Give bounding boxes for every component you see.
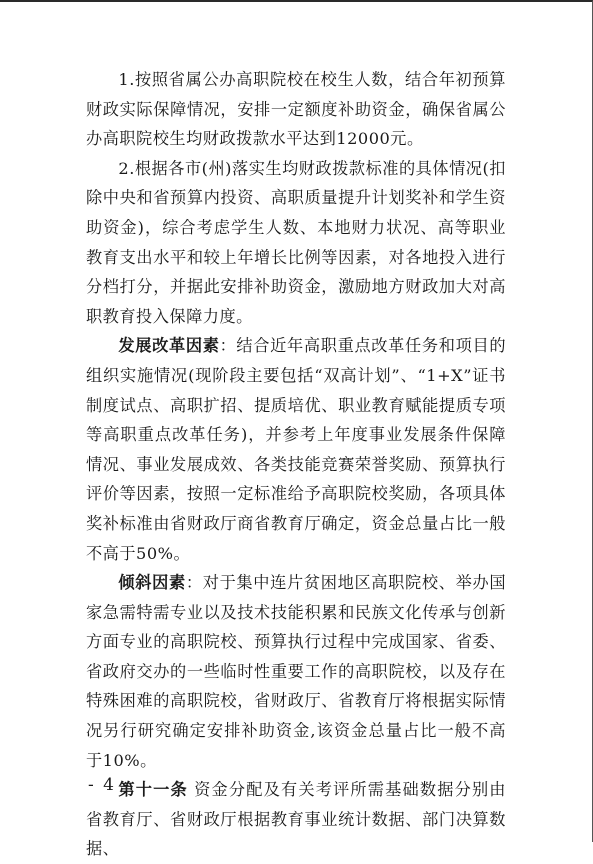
tilt-factor-heading: 倾斜因素 — [118, 573, 186, 593]
paragraph-2 — [86, 154, 506, 332]
document-body — [86, 65, 506, 864]
reform-factor-heading: 发展改革因素 — [118, 336, 220, 356]
paragraph-reform-factor — [86, 331, 506, 568]
paragraph-2-text: 2.根据各市(州)落实生均财政拨款标准的具体情况(扣除中央和省预算内投资、高职质量提升计划奖补和学生资助资金)，综合考虑学生人数、本地财力状况、高等职业教育支出水平和较上年增长比例等因素，对各地投入进行分档打分，并据此安排补助资金，激励地方财政加大对高职教育投入保障力度。 — [86, 158, 506, 326]
article-11-text: 资金分配及有关考评所需基础数据分别由省教育厅、省财政厅根据教育事业统计数据、部门决算数据、 — [86, 780, 506, 859]
article-11-heading: 第十一条 — [118, 780, 188, 800]
paragraph-tilt-factor — [86, 568, 506, 775]
page-number: - 4 - — [88, 775, 132, 795]
tilt-factor-text: ：对于集中连片贫困地区高职院校、举办国家急需特需专业以及技术技能积累和民族文化传承与创新方面专业的高职院校、预算执行过程中完成国家、省委、省政府交办的一些临时性重要工作的高职院校，以及存在特殊困难的高职院校，省财政厅、省教育厅将根据实际情况另行研究确定安排补助资金,该资金总量占比一般不高于10%。 — [86, 573, 507, 770]
paragraph-1 — [86, 65, 506, 154]
paragraph-article-11 — [86, 775, 506, 864]
paragraph-1-text: 1.按照省属公办高职院校在校生人数，结合年初预算财政实际保障情况，安排一定额度补助资金，确保省属公办高职院校生均财政拨款水平达到12000元。 — [86, 70, 506, 149]
reform-factor-text: ：结合近年高职重点改革任务和项目的组织实施情况(现阶段主要包括“双高计划”、“1+X”证书制度试点、高职扩招、提质培优、职业教育赋能提质专项等高职重点改革任务)，并参考上年度事业发展条件保障情况、事业发展成效、各类技能竞赛荣誉奖励、预算执行评价等因素，按照一定标准给予高职院校奖励，各项具体奖补标准由省财政厅商省教育厅确定，资金总量占比一般不高于50%。 — [86, 336, 507, 563]
